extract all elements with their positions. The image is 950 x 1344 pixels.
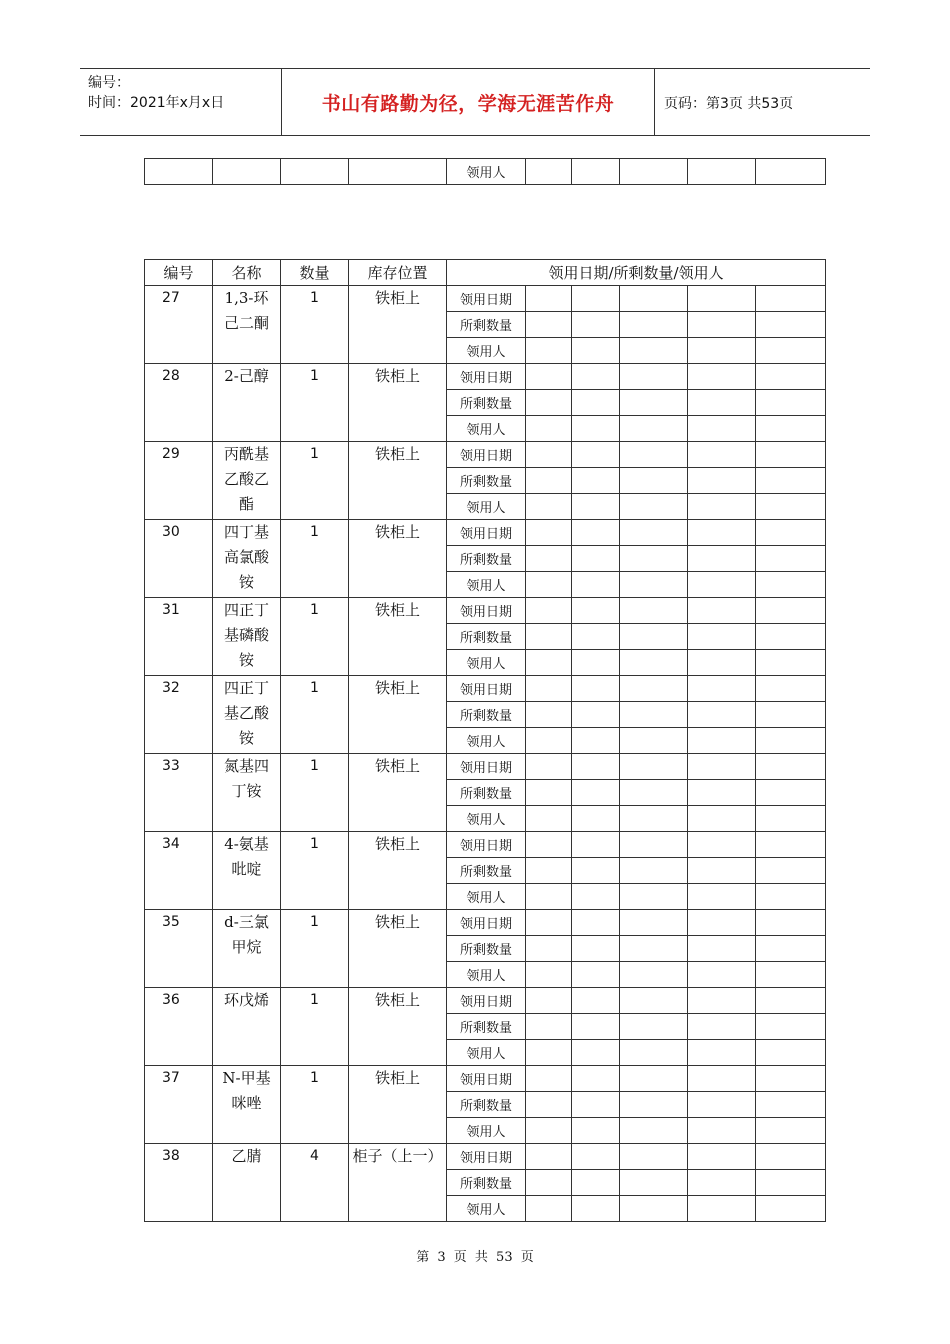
record-cell[interactable]: [756, 1196, 826, 1222]
record-label: 所剩数量: [447, 1014, 526, 1040]
record-cell[interactable]: [756, 494, 826, 520]
record-cell[interactable]: [620, 1066, 688, 1092]
item-name: 1,3-环己二酮: [213, 286, 281, 364]
table-row: [145, 832, 826, 858]
record-cell[interactable]: [756, 546, 826, 572]
record-cell[interactable]: [688, 1014, 756, 1040]
record-label: 所剩数量: [447, 390, 526, 416]
record-label: 领用人: [447, 806, 526, 832]
item-quantity: 1: [281, 910, 349, 988]
item-quantity: 1: [281, 598, 349, 676]
record-cell[interactable]: [688, 780, 756, 806]
record-cell[interactable]: [688, 962, 756, 988]
record-label: 领用人: [447, 962, 526, 988]
record-cell[interactable]: [526, 780, 572, 806]
record-cell[interactable]: [756, 962, 826, 988]
table-row: [145, 598, 826, 624]
header-motto: 书山有路勤为径，学海无涯苦作舟: [321, 92, 615, 115]
record-cell[interactable]: [620, 494, 688, 520]
item-quantity: 1: [281, 520, 349, 598]
record-label: 领用日期: [447, 1144, 526, 1170]
record-cell[interactable]: [620, 910, 688, 936]
record-cell[interactable]: [756, 702, 826, 728]
record-cell[interactable]: [572, 728, 620, 754]
record-cell[interactable]: [756, 1170, 826, 1196]
record-cell[interactable]: [756, 286, 826, 312]
record-cell[interactable]: [572, 962, 620, 988]
record-cell[interactable]: [756, 624, 826, 650]
record-cell[interactable]: [572, 806, 620, 832]
record-cell[interactable]: [756, 728, 826, 754]
record-cell[interactable]: [688, 468, 756, 494]
item-id: 36: [145, 988, 213, 1066]
item-location: 铁柜上: [349, 832, 447, 910]
item-location: 铁柜上: [349, 1066, 447, 1144]
record-cell[interactable]: [688, 338, 756, 364]
record-cell[interactable]: [688, 1040, 756, 1066]
table-row: [145, 159, 826, 185]
record-cell[interactable]: [756, 832, 826, 858]
table-row: [145, 676, 826, 702]
record-cell[interactable]: [756, 416, 826, 442]
record-cell[interactable]: [572, 1144, 620, 1170]
record-cell[interactable]: [620, 650, 688, 676]
record-cell[interactable]: [526, 936, 572, 962]
record-cell[interactable]: [620, 676, 688, 702]
record-cell[interactable]: [688, 572, 756, 598]
record-cell[interactable]: [526, 572, 572, 598]
record-cell[interactable]: [756, 676, 826, 702]
record-cell[interactable]: [526, 312, 572, 338]
item-quantity: 1: [281, 754, 349, 832]
column-header: 数量: [281, 260, 349, 286]
column-header: 名称: [213, 260, 281, 286]
item-name: d-三氯甲烷: [213, 910, 281, 988]
record-cell[interactable]: [688, 988, 756, 1014]
table-header-row: [145, 260, 826, 286]
record-cell[interactable]: [620, 1040, 688, 1066]
record-cell[interactable]: [620, 1170, 688, 1196]
record-cell[interactable]: [526, 1014, 572, 1040]
receiver-label: 领用人: [447, 159, 526, 185]
record-cell[interactable]: [620, 338, 688, 364]
record-cell[interactable]: [688, 390, 756, 416]
record-cell[interactable]: [688, 754, 756, 780]
record-cell[interactable]: [572, 1118, 620, 1144]
record-cell[interactable]: [620, 598, 688, 624]
record-cell[interactable]: [526, 676, 572, 702]
record-cell[interactable]: [620, 390, 688, 416]
record-cell[interactable]: [756, 572, 826, 598]
record-cell[interactable]: [572, 1040, 620, 1066]
record-cell[interactable]: [620, 1144, 688, 1170]
item-quantity: 1: [281, 1066, 349, 1144]
record-cell[interactable]: [688, 910, 756, 936]
item-name: 乙腈: [213, 1144, 281, 1222]
record-cell[interactable]: [688, 494, 756, 520]
item-location: 铁柜上: [349, 286, 447, 364]
record-cell[interactable]: [526, 1144, 572, 1170]
item-quantity: 1: [281, 442, 349, 520]
record-cell[interactable]: [572, 624, 620, 650]
record-cell[interactable]: [756, 598, 826, 624]
record-label: 领用人: [447, 1040, 526, 1066]
record-label: 所剩数量: [447, 1092, 526, 1118]
table-row: [145, 754, 826, 780]
record-cell[interactable]: [572, 364, 620, 390]
record-cell[interactable]: [572, 520, 620, 546]
record-cell[interactable]: [688, 546, 756, 572]
record-cell[interactable]: [688, 702, 756, 728]
record-cell[interactable]: [620, 1014, 688, 1040]
record-cell[interactable]: [620, 728, 688, 754]
record-cell[interactable]: [620, 312, 688, 338]
record-cell[interactable]: [620, 468, 688, 494]
record-cell[interactable]: [688, 286, 756, 312]
item-location: 铁柜上: [349, 676, 447, 754]
record-label: 领用人: [447, 884, 526, 910]
record-cell[interactable]: [756, 520, 826, 546]
record-cell[interactable]: [526, 520, 572, 546]
record-cell[interactable]: [756, 988, 826, 1014]
record-label: 所剩数量: [447, 780, 526, 806]
document-header: [80, 68, 870, 136]
record-cell[interactable]: [526, 884, 572, 910]
record-label: 所剩数量: [447, 312, 526, 338]
record-cell[interactable]: [756, 1066, 826, 1092]
item-quantity: 1: [281, 676, 349, 754]
record-cell[interactable]: [526, 832, 572, 858]
record-cell[interactable]: [526, 728, 572, 754]
record-cell[interactable]: [620, 1118, 688, 1144]
table-row: [145, 364, 826, 390]
record-cell[interactable]: [572, 650, 620, 676]
continued-table-fragment: [144, 158, 826, 185]
table-row: [145, 286, 826, 312]
record-label: 领用日期: [447, 364, 526, 390]
record-cell[interactable]: [572, 598, 620, 624]
record-cell[interactable]: [688, 832, 756, 858]
record-cell[interactable]: [526, 286, 572, 312]
item-name: 环戊烯: [213, 988, 281, 1066]
time-label: 时间：2021年x月x日: [88, 95, 225, 111]
record-cell[interactable]: [688, 520, 756, 546]
record-cell[interactable]: [756, 312, 826, 338]
record-cell[interactable]: [688, 676, 756, 702]
record-cell[interactable]: [688, 1170, 756, 1196]
record-label: 领用人: [447, 338, 526, 364]
record-label: 领用日期: [447, 910, 526, 936]
record-cell[interactable]: [756, 754, 826, 780]
item-location: 铁柜上: [349, 520, 447, 598]
record-cell[interactable]: [688, 936, 756, 962]
record-cell[interactable]: [526, 988, 572, 1014]
record-cell[interactable]: [688, 364, 756, 390]
item-id: 35: [145, 910, 213, 988]
record-cell[interactable]: [620, 572, 688, 598]
record-cell[interactable]: [526, 598, 572, 624]
record-cell[interactable]: [526, 650, 572, 676]
item-name: 四正丁基磷酸铵: [213, 598, 281, 676]
record-cell[interactable]: [620, 754, 688, 780]
record-cell[interactable]: [572, 572, 620, 598]
record-cell[interactable]: [572, 702, 620, 728]
record-label: 领用日期: [447, 286, 526, 312]
item-id: 34: [145, 832, 213, 910]
record-cell[interactable]: [620, 962, 688, 988]
record-cell[interactable]: [620, 1196, 688, 1222]
record-label: 所剩数量: [447, 546, 526, 572]
table-body: [145, 286, 826, 1222]
item-location: 铁柜上: [349, 364, 447, 442]
record-cell[interactable]: [526, 858, 572, 884]
item-id: 30: [145, 520, 213, 598]
record-cell[interactable]: [688, 598, 756, 624]
record-label: 所剩数量: [447, 702, 526, 728]
record-label: 领用人: [447, 650, 526, 676]
table-row: [145, 988, 826, 1014]
record-cell[interactable]: [572, 468, 620, 494]
record-cell[interactable]: [526, 468, 572, 494]
record-label: 领用日期: [447, 442, 526, 468]
item-id: 31: [145, 598, 213, 676]
item-name: 四正丁基乙酸铵: [213, 676, 281, 754]
record-cell[interactable]: [620, 988, 688, 1014]
item-location: 铁柜上: [349, 754, 447, 832]
header-page-info: 页码：第3页 共53页: [664, 96, 794, 112]
page-footer: 第 3 页 共 53 页: [416, 1250, 534, 1265]
record-label: 领用人: [447, 1118, 526, 1144]
record-cell[interactable]: [572, 546, 620, 572]
record-cell[interactable]: [688, 728, 756, 754]
record-cell[interactable]: [526, 338, 572, 364]
table-row: [145, 520, 826, 546]
record-cell[interactable]: [688, 312, 756, 338]
record-cell[interactable]: [688, 1066, 756, 1092]
item-id: 27: [145, 286, 213, 364]
record-cell[interactable]: [756, 442, 826, 468]
record-cell[interactable]: [526, 546, 572, 572]
item-quantity: 4: [281, 1144, 349, 1222]
record-cell[interactable]: [620, 832, 688, 858]
item-location: 铁柜上: [349, 910, 447, 988]
record-cell[interactable]: [526, 494, 572, 520]
item-quantity: 1: [281, 286, 349, 364]
record-cell[interactable]: [526, 624, 572, 650]
record-cell[interactable]: [572, 1066, 620, 1092]
item-name: 2-己醇: [213, 364, 281, 442]
record-label: 领用日期: [447, 676, 526, 702]
record-cell[interactable]: [620, 858, 688, 884]
record-label: 领用人: [447, 416, 526, 442]
record-label: 领用日期: [447, 988, 526, 1014]
table-row: [145, 442, 826, 468]
record-cell[interactable]: [756, 390, 826, 416]
record-cell[interactable]: [620, 806, 688, 832]
record-cell[interactable]: [572, 1170, 620, 1196]
record-label: 领用日期: [447, 598, 526, 624]
code-label: 编号：: [88, 75, 130, 91]
record-cell[interactable]: [526, 364, 572, 390]
item-location: 铁柜上: [349, 442, 447, 520]
item-quantity: 1: [281, 832, 349, 910]
record-cell[interactable]: [526, 806, 572, 832]
record-label: 所剩数量: [447, 624, 526, 650]
record-cell[interactable]: [526, 1092, 572, 1118]
record-cell[interactable]: [572, 676, 620, 702]
header-divider: [654, 69, 655, 135]
item-id: 37: [145, 1066, 213, 1144]
record-label: 领用日期: [447, 832, 526, 858]
record-label: 所剩数量: [447, 1170, 526, 1196]
item-name: 氮基四丁铵: [213, 754, 281, 832]
record-cell[interactable]: [526, 1040, 572, 1066]
record-cell[interactable]: [526, 416, 572, 442]
record-cell[interactable]: [620, 624, 688, 650]
record-cell[interactable]: [688, 650, 756, 676]
column-header: 库存位置: [349, 260, 447, 286]
record-cell[interactable]: [756, 1040, 826, 1066]
record-cell[interactable]: [572, 858, 620, 884]
record-cell[interactable]: [572, 754, 620, 780]
record-cell[interactable]: [756, 1118, 826, 1144]
record-cell[interactable]: [572, 832, 620, 858]
item-name: 丙酰基乙酸乙酯: [213, 442, 281, 520]
record-cell[interactable]: [756, 910, 826, 936]
record-cell[interactable]: [526, 1170, 572, 1196]
record-cell[interactable]: [688, 1092, 756, 1118]
record-cell[interactable]: [620, 546, 688, 572]
record-cell[interactable]: [526, 1118, 572, 1144]
record-cell[interactable]: [688, 884, 756, 910]
item-name: 4-氨基吡啶: [213, 832, 281, 910]
record-cell[interactable]: [688, 806, 756, 832]
record-cell[interactable]: [620, 936, 688, 962]
record-cell[interactable]: [756, 650, 826, 676]
record-cell[interactable]: [756, 806, 826, 832]
column-header: 领用日期/所剩数量/领用人: [447, 260, 826, 286]
record-cell[interactable]: [688, 442, 756, 468]
record-label: 领用日期: [447, 520, 526, 546]
item-id: 28: [145, 364, 213, 442]
table-row: [145, 1144, 826, 1170]
record-cell[interactable]: [572, 936, 620, 962]
record-cell[interactable]: [526, 910, 572, 936]
record-cell[interactable]: [756, 1014, 826, 1040]
item-location: 铁柜上: [349, 988, 447, 1066]
record-label: 领用人: [447, 1196, 526, 1222]
table-row: [145, 910, 826, 936]
record-cell[interactable]: [620, 1092, 688, 1118]
record-cell[interactable]: [688, 1118, 756, 1144]
record-cell[interactable]: [688, 624, 756, 650]
record-cell[interactable]: [756, 338, 826, 364]
record-cell[interactable]: [572, 1196, 620, 1222]
record-label: 领用人: [447, 494, 526, 520]
record-label: 领用日期: [447, 1066, 526, 1092]
item-name: 四丁基高氯酸铵: [213, 520, 281, 598]
record-cell[interactable]: [572, 338, 620, 364]
record-cell[interactable]: [572, 390, 620, 416]
record-cell[interactable]: [526, 390, 572, 416]
item-id: 33: [145, 754, 213, 832]
record-cell[interactable]: [572, 884, 620, 910]
item-quantity: 1: [281, 364, 349, 442]
record-cell[interactable]: [526, 754, 572, 780]
item-id: 29: [145, 442, 213, 520]
record-cell[interactable]: [572, 416, 620, 442]
record-label: 领用人: [447, 572, 526, 598]
record-cell[interactable]: [572, 312, 620, 338]
record-cell[interactable]: [688, 416, 756, 442]
record-cell[interactable]: [620, 884, 688, 910]
record-cell[interactable]: [572, 1014, 620, 1040]
record-cell[interactable]: [620, 442, 688, 468]
record-cell[interactable]: [756, 858, 826, 884]
record-cell[interactable]: [756, 936, 826, 962]
header-meta: [88, 73, 224, 113]
record-cell[interactable]: [756, 468, 826, 494]
record-label: 所剩数量: [447, 936, 526, 962]
record-cell[interactable]: [572, 910, 620, 936]
table-row: [145, 1066, 826, 1092]
record-cell[interactable]: [756, 1092, 826, 1118]
record-cell[interactable]: [620, 702, 688, 728]
record-cell[interactable]: [620, 416, 688, 442]
record-cell[interactable]: [526, 1196, 572, 1222]
item-id: 32: [145, 676, 213, 754]
item-id: 38: [145, 1144, 213, 1222]
record-cell[interactable]: [756, 780, 826, 806]
record-label: 所剩数量: [447, 468, 526, 494]
record-cell[interactable]: [620, 780, 688, 806]
record-cell[interactable]: [572, 286, 620, 312]
record-cell[interactable]: [526, 442, 572, 468]
item-name: N-甲基咪唑: [213, 1066, 281, 1144]
record-cell[interactable]: [572, 442, 620, 468]
record-cell[interactable]: [756, 364, 826, 390]
record-cell[interactable]: [572, 494, 620, 520]
record-label: 领用日期: [447, 754, 526, 780]
record-cell[interactable]: [688, 1144, 756, 1170]
item-quantity: 1: [281, 988, 349, 1066]
record-cell[interactable]: [526, 1066, 572, 1092]
column-header: 编号: [145, 260, 213, 286]
record-cell[interactable]: [620, 286, 688, 312]
record-cell[interactable]: [620, 520, 688, 546]
record-cell[interactable]: [572, 780, 620, 806]
record-label: 所剩数量: [447, 858, 526, 884]
record-cell[interactable]: [572, 1092, 620, 1118]
record-cell[interactable]: [688, 858, 756, 884]
record-cell[interactable]: [620, 364, 688, 390]
record-label: 领用人: [447, 728, 526, 754]
item-location: 铁柜上: [349, 598, 447, 676]
inventory-table: [144, 259, 826, 1222]
record-cell[interactable]: [526, 962, 572, 988]
record-cell[interactable]: [756, 884, 826, 910]
record-cell[interactable]: [688, 1196, 756, 1222]
item-location: 柜子（上一）: [349, 1144, 447, 1222]
record-cell[interactable]: [526, 702, 572, 728]
record-cell[interactable]: [756, 1144, 826, 1170]
record-cell[interactable]: [572, 988, 620, 1014]
